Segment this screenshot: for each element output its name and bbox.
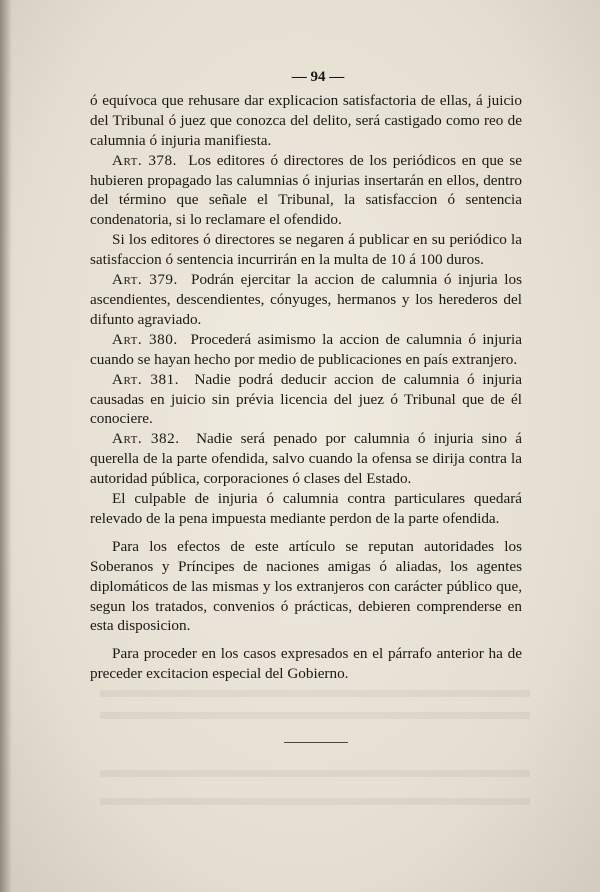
page-edge-shadow: [0, 0, 12, 892]
paragraph-text: Si los editores ó directores se negaren á publicar en su periódico la satisfaccion ó sentencia incurrirán en la multa de 10 á 100 duros.: [90, 231, 522, 269]
bleed-through: [100, 798, 530, 805]
body-text: [90, 68, 522, 684]
separator-line: [284, 742, 348, 743]
paragraph-text: Nadie podrá deducir accion de calumnia ó injuria causadas en juicio sin prévia licencia del juez ó Tribunal que de él conociere.: [90, 370, 522, 428]
bleed-through: [100, 690, 530, 697]
article-label: Art. 381.: [112, 370, 179, 388]
article-label: Art. 382.: [112, 430, 180, 448]
paragraph-text: Procederá asimismo la accion de calumnia ó injuria cuando se hayan hecho por medio de publicaciones en país extranjero.: [90, 330, 522, 368]
paragraph: [90, 489, 522, 529]
paragraph: [90, 91, 522, 151]
paragraph: [90, 230, 522, 270]
bleed-through: [100, 770, 530, 777]
paragraph-text: ó equívoca que rehusare dar explicacion satisfactoria de ellas, á juicio del Tribunal ó juez que conozca del delito, será castigado como reo de calumnia ó injuria manifiesta.: [90, 91, 522, 149]
article-381: [90, 370, 522, 430]
article-379: [90, 270, 522, 330]
article-380: [90, 330, 522, 370]
paragraph-text: Para proceder en los casos expresados en el párrafo anterior ha de preceder excitacion especial del Gobierno.: [90, 645, 522, 683]
paragraph-text: Nadie será penado por calumnia ó injuria sino á querella de la parte ofendida, salvo cuando la ofensa se dirija contra la autoridad pública, corporaciones ó clases del Estado.: [90, 430, 522, 488]
paragraph: [90, 644, 522, 684]
paragraph: [90, 537, 522, 637]
bleed-through: [100, 712, 530, 719]
paragraph-text: El culpable de injuria ó calumnia contra particulares quedará relevado de la pena impuesta mediante perdon de la parte ofendida.: [90, 490, 522, 527]
article-label: Art. 380.: [112, 330, 178, 348]
paragraph-text: Los editores ó directores de los periódicos en que se hubieren propagado las calumnias ó injurias insertarán en ellos, dentro del término que señale el Tribunal, la satisfaccion ó sentencia condenatoria, si lo reclamare el ofendido.: [90, 151, 522, 229]
paragraph-text: Podrán ejercitar la accion de calumnia ó injuria los ascendientes, descendientes, cónyuges, hermanos y los herederos del difunto agraviado.: [90, 271, 522, 328]
article-label: Art. 378.: [112, 151, 177, 169]
page-number: — 94 —: [291, 69, 345, 85]
article-378: [90, 151, 522, 231]
article-label: Art. 379.: [112, 271, 178, 289]
paragraph-text: Para los efectos de este artículo se reputan autoridades los Soberanos y Príncipes de naciones amigas ó aliadas, los agentes diplomáticos de las mismas y los extranjeros con carácter público que, segun los tratados, convenios ó prácticas, debieren comprenderse en esta disposicion.: [90, 537, 522, 635]
article-382: [90, 429, 522, 489]
